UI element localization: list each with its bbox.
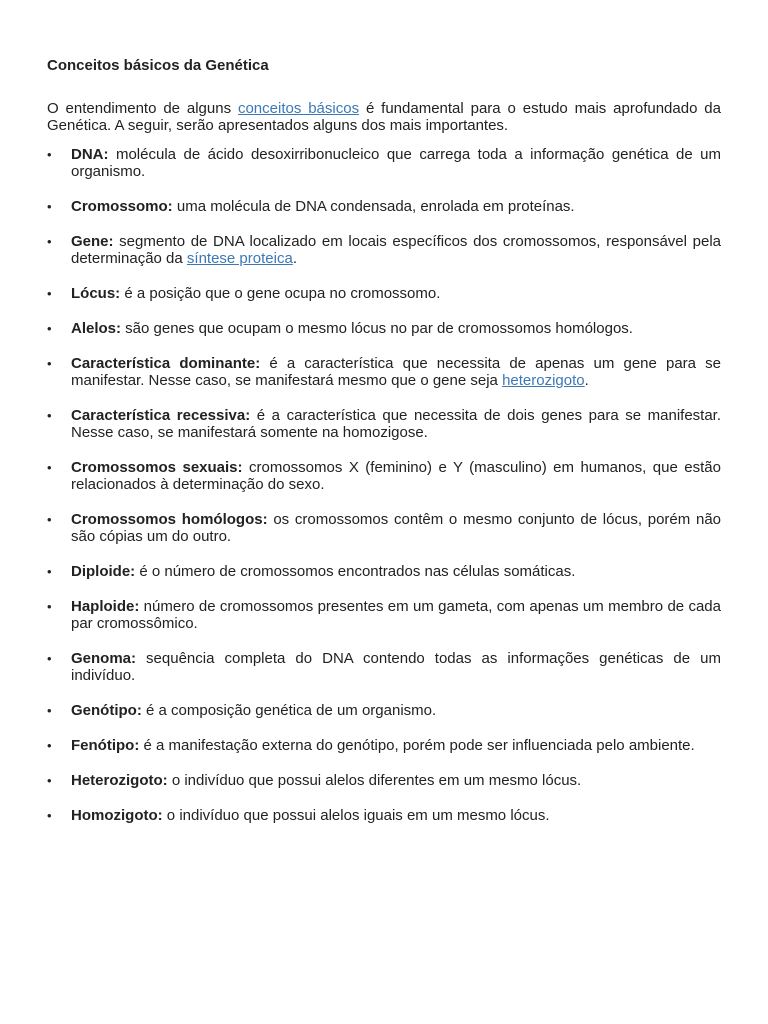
term-definition: é o número de cromossomos encontrados nas células somáticas. [135, 563, 576, 580]
intro-text-before: O entendimento de alguns [47, 100, 238, 117]
bullet-icon: • [47, 651, 52, 666]
term-label: Heterozigoto: [71, 772, 168, 789]
conceitos-basicos-link[interactable]: conceitos básicos [237, 100, 360, 117]
term-definition: são genes que ocupam o mesmo lócus no par de cromossomos homólogos. [121, 320, 633, 337]
term-definition: é a característica que necessita de dois genes para se manifestar. Nesse caso, se manifestará somente na homozigose. [71, 407, 722, 441]
bullet-icon: • [47, 773, 52, 788]
list-item [47, 407, 721, 441]
term-label: Gene: [71, 233, 114, 250]
list-item [47, 355, 721, 389]
term-definition: os cromossomos contêm o mesmo conjunto de lócus, porém não são cópias um do outro. [71, 511, 722, 545]
term-label: DNA: [71, 146, 109, 163]
bullet-icon: • [47, 808, 52, 823]
term-label: Fenótipo: [71, 737, 140, 754]
term-definition: cromossomos X (feminino) e Y (masculino) em humanos, que estão relacionados à determinação do sexo. [71, 459, 721, 493]
list-item [47, 772, 721, 789]
term-definition: é a composição genética de um organismo. [141, 702, 437, 719]
bullet-icon: • [47, 512, 52, 527]
bullet-icon: • [47, 564, 52, 579]
list-item [47, 702, 721, 719]
term-definition: é a característica que necessita de apenas um gene para se manifestar. Nesse caso, se manifestará mesmo que o gene seja [71, 355, 721, 389]
list-item [47, 737, 721, 754]
intro-text-after: é fundamental para o estudo mais aprofundado da Genética. A seguir, serão apresentados alguns dos mais importantes. [47, 100, 721, 134]
term-definition: uma molécula de DNA condensada, enrolada em proteínas. [172, 198, 575, 215]
bullet-icon: • [47, 286, 52, 301]
term-definition: número de cromossomos presentes em um gameta, com apenas um membro de cada par cromossômico. [71, 598, 721, 632]
list-item [47, 598, 721, 632]
term-definition: o indivíduo que possui alelos iguais em um mesmo lócus. [162, 807, 550, 824]
list-item [47, 563, 721, 580]
bullet-icon: • [47, 703, 52, 718]
term-label: Homozigoto: [71, 807, 163, 824]
bullet-icon: • [47, 147, 52, 162]
list-item [47, 146, 721, 180]
bullet-icon: • [47, 234, 52, 249]
term-label: Genótipo: [71, 702, 142, 719]
list-item [47, 807, 721, 824]
bullet-icon: • [47, 599, 52, 614]
term-label: Lócus: [71, 285, 121, 302]
term-label: Genoma: [71, 650, 137, 667]
list-item [47, 650, 721, 684]
list-item [47, 285, 721, 302]
list-item [47, 198, 721, 215]
term-label: Alelos: [71, 320, 122, 337]
bullet-icon: • [47, 199, 52, 214]
list-item [47, 320, 721, 337]
bullet-icon: • [47, 408, 52, 423]
term-definition: sequência completa do DNA contendo todas as informações genéticas de um indivíduo. [71, 650, 721, 684]
bullet-icon: • [47, 738, 52, 753]
bullet-icon: • [47, 460, 52, 475]
term-label: Cromossomo: [71, 198, 173, 215]
definition-link[interactable]: heterozigoto [502, 372, 585, 389]
list-item [47, 459, 721, 493]
term-definition: molécula de ácido desoxirribonucleico que carrega toda a informação genética de um organismo. [71, 146, 721, 180]
list-item [47, 233, 721, 267]
definition-tail: . [584, 372, 589, 389]
term-label: Diploide: [71, 563, 136, 580]
term-label: Cromossomos sexuais: [71, 459, 243, 476]
term-definition: o indivíduo que possui alelos diferentes em um mesmo lócus. [167, 772, 582, 789]
term-definition: é a posição que o gene ocupa no cromossomo. [120, 285, 441, 302]
term-label: Cromossomos homólogos: [71, 511, 268, 528]
term-label: Característica dominante: [71, 355, 261, 372]
intro-paragraph [47, 100, 721, 134]
term-definition: segmento de DNA localizado em locais específicos dos cromossomos, responsável pela determinação da [71, 233, 721, 267]
term-label: Haploide: [71, 598, 140, 615]
term-definition: é a manifestação externa do genótipo, porém pode ser influenciada pelo ambiente. [139, 737, 695, 754]
term-label: Característica recessiva: [71, 407, 251, 424]
definition-tail: . [292, 250, 297, 267]
bullet-icon: • [47, 356, 52, 371]
terms-list [47, 146, 721, 824]
definition-link[interactable]: síntese proteica [186, 250, 293, 267]
list-item [47, 511, 721, 545]
page-title: Conceitos básicos da Genética [47, 57, 269, 74]
bullet-icon: • [47, 321, 52, 336]
